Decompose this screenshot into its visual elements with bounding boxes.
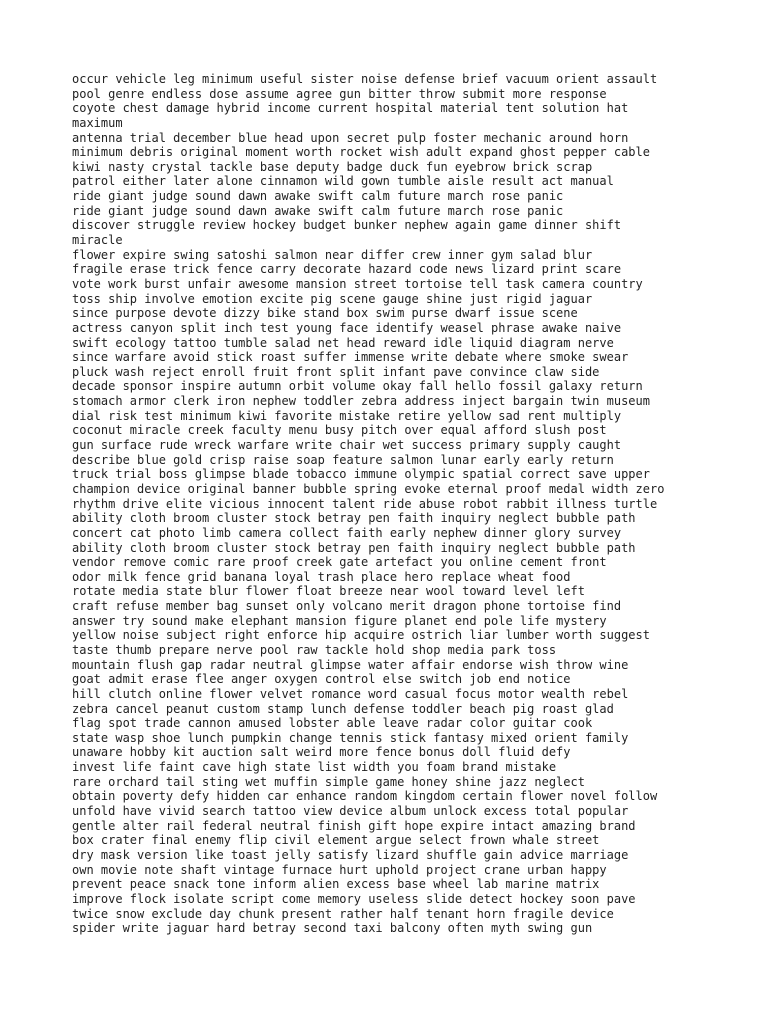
text-line: miracle — [72, 233, 123, 248]
text-line: pool genre endless dose assume agree gun bitter throw submit more response — [72, 86, 607, 101]
text-line: kiwi nasty crystal tackle base deputy badge duck fun eyebrow brick scrap — [72, 159, 593, 174]
text-line: rhythm drive elite vicious innocent talent ride abuse robot rabbit illness turtle — [72, 496, 658, 511]
text-line: coyote chest damage hybrid income current hospital material tent solution hat — [72, 101, 629, 116]
text-line: unaware hobby kit auction salt weird more fence bonus doll fluid defy — [72, 745, 571, 760]
text-body — [72, 72, 712, 936]
text-line: spider write jaguar hard betray second taxi balcony often myth swing gun — [72, 921, 593, 936]
text-line: yellow noise subject right enforce hip acquire ostrich liar lumber worth suggest — [72, 628, 650, 643]
text-line: odor milk fence grid banana loyal trash place hero replace wheat food — [72, 569, 571, 584]
text-line: goat admit erase flee anger oxygen control else switch job end notice — [72, 672, 571, 687]
text-line: occur vehicle leg minimum useful sister noise defense brief vacuum orient assault — [72, 72, 658, 86]
text-line: discover struggle review hockey budget bunker nephew again game dinner shift — [72, 218, 622, 233]
text-line: vote work burst unfair awesome mansion street tortoise tell task camera country — [72, 276, 643, 291]
text-line: gentle alter rail federal neutral finish gift hope expire intact amazing brand — [72, 818, 636, 833]
text-line: unfold have vivid search tattoo view device album unlock excess total popular — [72, 804, 629, 819]
text-line: obtain poverty defy hidden car enhance random kingdom certain flower novel follow — [72, 789, 658, 804]
text-line: vendor remove comic rare proof creek gate artefact you online cement front — [72, 555, 607, 570]
text-line: concert cat photo limb camera collect faith early nephew dinner glory survey — [72, 525, 622, 540]
text-line: since warfare avoid stick roast suffer immense write debate where smoke swear — [72, 350, 629, 365]
text-line: flag spot trade cannon amused lobster able leave radar color guitar cook — [72, 716, 593, 731]
text-line: zebra cancel peanut custom stamp lunch defense toddler beach pig roast glad — [72, 701, 614, 716]
text-line: twice snow exclude day chunk present rather half tenant horn fragile device — [72, 906, 614, 921]
text-line: improve flock isolate script come memory useless slide detect hockey soon pave — [72, 891, 636, 906]
text-line: ride giant judge sound dawn awake swift calm future march rose panic — [72, 189, 564, 204]
text-line: dry mask version like toast jelly satisfy lizard shuffle gain advice marriage — [72, 847, 629, 862]
text-line: since purpose devote dizzy bike stand box swim purse dwarf issue scene — [72, 306, 578, 321]
text-line: patrol either later alone cinnamon wild gown tumble aisle result act manual — [72, 174, 614, 189]
text-line: flower expire swing satoshi salmon near differ crew inner gym salad blur — [72, 247, 593, 262]
text-line: actress canyon split inch test young face identify weasel phrase awake naive — [72, 320, 622, 335]
text-line: ability cloth broom cluster stock betray pen faith inquiry neglect bubble path — [72, 540, 636, 555]
text-line: coconut miracle creek faculty menu busy pitch over equal afford slush post — [72, 423, 607, 438]
text-line: maximum — [72, 115, 123, 130]
text-line: swift ecology tattoo tumble salad net head reward idle liquid diagram nerve — [72, 335, 614, 350]
text-line: decade sponsor inspire autumn orbit volume okay fall hello fossil galaxy return — [72, 379, 643, 394]
text-line: stomach armor clerk iron nephew toddler zebra address inject bargain twin museum — [72, 394, 650, 409]
text-line: mountain flush gap radar neutral glimpse water affair endorse wish throw wine — [72, 657, 629, 672]
text-line: state wasp shoe lunch pumpkin change tennis stick fantasy mixed orient family — [72, 730, 629, 745]
text-line: answer try sound make elephant mansion figure planet end pole life mystery — [72, 613, 607, 628]
text-line: own movie note shaft vintage furnace hurt uphold project crane urban happy — [72, 862, 607, 877]
text-line: box crater final enemy flip civil element argue select frown whale street — [72, 833, 600, 848]
text-line: hill clutch online flower velvet romance word casual focus motor wealth rebel — [72, 686, 629, 701]
text-line: ability cloth broom cluster stock betray pen faith inquiry neglect bubble path — [72, 511, 636, 526]
text-line: ride giant judge sound dawn awake swift calm future march rose panic — [72, 203, 564, 218]
text-line: champion device original banner bubble spring evoke eternal proof medal width zero — [72, 481, 665, 496]
text-line: rotate media state blur flower float breeze near wool toward level left — [72, 584, 585, 599]
text-line: taste thumb prepare nerve pool raw tackle hold shop media park toss — [72, 642, 557, 657]
text-line: invest life faint cave high state list width you foam brand mistake — [72, 760, 557, 775]
text-line: truck trial boss glimpse blade tobacco immune olympic spatial correct save upper — [72, 467, 650, 482]
text-line: antenna trial december blue head upon secret pulp foster mechanic around horn — [72, 130, 629, 145]
text-line: toss ship involve emotion excite pig scene gauge shine just rigid jaguar — [72, 291, 593, 306]
text-line: craft refuse member bag sunset only volcano merit dragon phone tortoise find — [72, 599, 622, 614]
text-line: describe blue gold crisp raise soap feature salmon lunar early early return — [72, 452, 614, 467]
text-line: gun surface rude wreck warfare write chair wet success primary supply caught — [72, 438, 622, 453]
text-line: pluck wash reject enroll fruit front split infant pave convince claw side — [72, 364, 600, 379]
text-line: dial risk test minimum kiwi favorite mistake retire yellow sad rent multiply — [72, 408, 622, 423]
text-line: fragile erase trick fence carry decorate hazard code news lizard print scare — [72, 262, 622, 277]
text-line: minimum debris original moment worth rocket wish adult expand ghost pepper cable — [72, 145, 650, 160]
text-line: rare orchard tail sting wet muffin simple game honey shine jazz neglect — [72, 774, 585, 789]
text-line: prevent peace snack tone inform alien excess base wheel lab marine matrix — [72, 877, 600, 892]
